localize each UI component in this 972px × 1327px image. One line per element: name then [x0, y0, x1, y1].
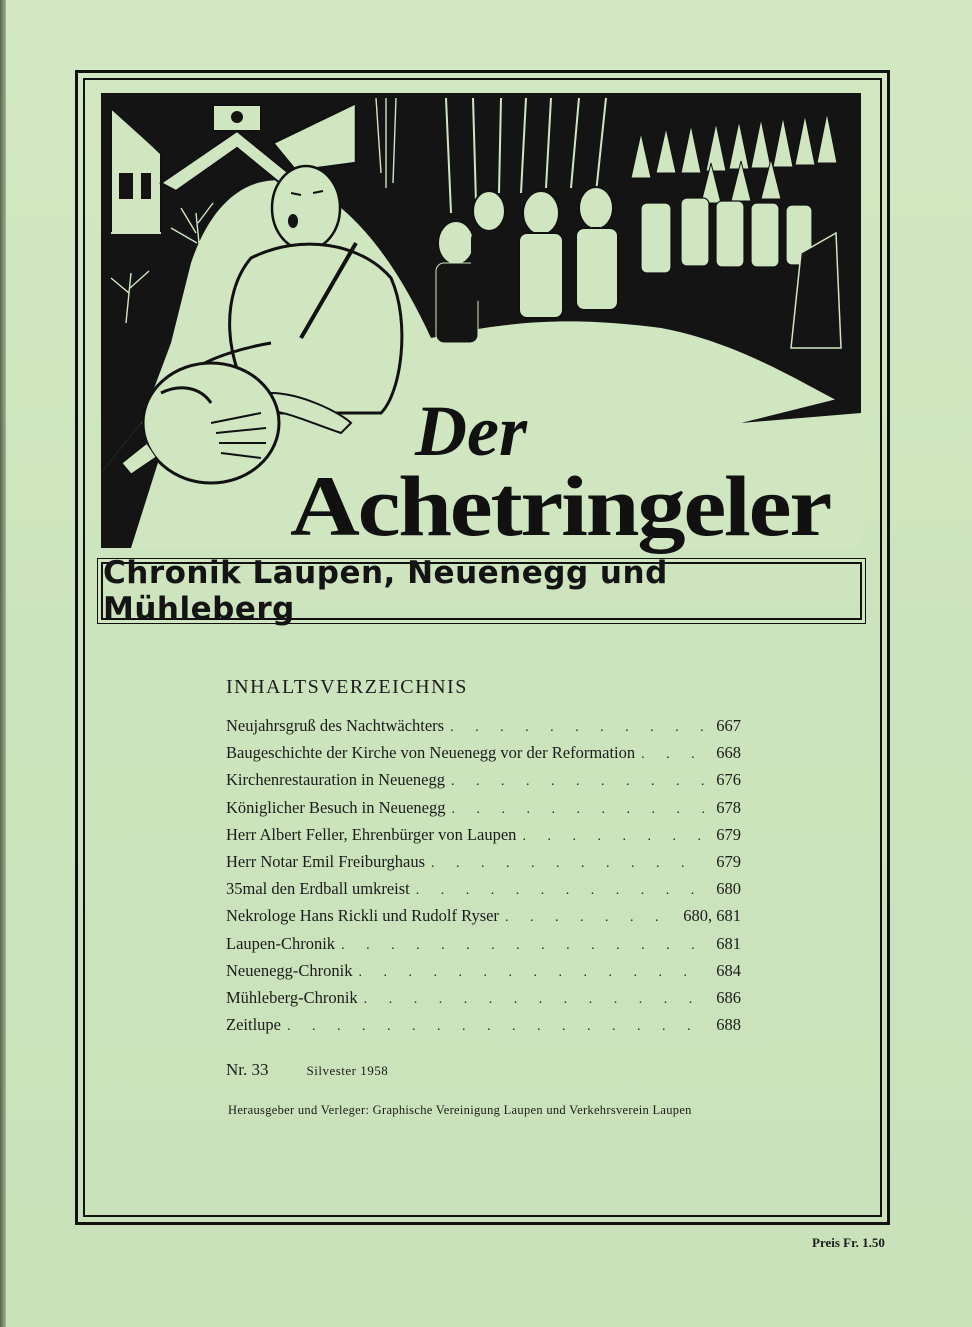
toc-entry: [226, 988, 741, 1015]
toc-leader-dots: [358, 965, 705, 981]
title-line-1: Der: [415, 391, 527, 471]
toc-entry-page: 679: [716, 824, 741, 844]
toc-entry: [226, 716, 741, 743]
toc-leader-dots: [451, 802, 705, 818]
toc-entry-title: Herr Notar Emil Freiburghaus: [226, 851, 426, 871]
toc-entry-page: 678: [716, 797, 741, 817]
toc-entry-title: Herr Albert Feller, Ehrenbürger von Laupen: [226, 824, 517, 844]
table-of-contents: [226, 716, 741, 1042]
toc-entry: [226, 879, 741, 906]
toc-entry: [226, 852, 741, 879]
toc-entry-title: Mühleberg-Chronik: [226, 987, 358, 1007]
toc-leader-dots: [450, 720, 705, 736]
toc-leader-dots: [451, 774, 705, 790]
toc-entry: [226, 743, 741, 770]
toc-entry-title: 35mal den Erdball umkreist: [226, 879, 410, 899]
toc-entry-title: Neujahrsgruß des Nachtwächters: [226, 716, 445, 735]
issue-date: Silvester 1958: [306, 1063, 389, 1078]
publisher-line: Herausgeber und Verleger: Graphische Vereinigung Laupen und Verkehrsverein Laupen: [228, 1103, 692, 1117]
toc-entry: [226, 934, 741, 961]
masthead-title: [290, 385, 850, 565]
toc-entry-title: Zeitlupe: [226, 1015, 281, 1035]
toc-leader-dots: [287, 1019, 705, 1035]
toc-entry-title: Baugeschichte der Kirche von Neuenegg vor der Reformation: [226, 743, 636, 763]
toc-leader-dots: [416, 883, 705, 899]
toc-entry-page: 680, 681: [683, 906, 741, 926]
price: Preis Fr. 1.50: [812, 1235, 885, 1250]
toc-entry-page: 668: [716, 743, 741, 763]
subtitle: Chronik Laupen, Neuenegg und Mühleberg: [103, 555, 668, 627]
toc-entry-page: 679: [716, 851, 741, 871]
toc-leader-dots: [505, 910, 677, 926]
procession-figures: [641, 198, 812, 273]
subtitle-banner: [101, 555, 862, 627]
toc-heading: INHALTSVERZEICHNIS: [226, 676, 468, 698]
toc-entry-page: 680: [716, 879, 741, 899]
toc-entry: [226, 961, 741, 988]
toc-entry: [226, 825, 741, 852]
toc-leader-dots: [364, 992, 705, 1008]
issue-number: Nr. 33: [226, 1060, 269, 1079]
toc-leader-dots: [341, 938, 705, 954]
page-edge: [0, 0, 6, 1327]
toc-entry-page: 676: [716, 770, 741, 790]
toc-entry: [226, 770, 741, 797]
toc-leader-dots: [431, 856, 705, 872]
toc-entry-page: 686: [716, 987, 741, 1007]
toc-entry: [226, 1015, 741, 1042]
toc-entry-page: 684: [716, 960, 741, 980]
toc-entry: [226, 798, 741, 825]
toc-entry-title: Laupen-Chronik: [226, 933, 336, 953]
toc-entry-page: 667: [716, 716, 741, 735]
title-line-2: Achetringeler: [290, 458, 831, 554]
issue-info: [226, 1060, 388, 1080]
toc-entry-title: Nekrologe Hans Rickli und Rudolf Ryser: [226, 906, 499, 926]
toc-entry-title: Neuenegg-Chronik: [226, 960, 353, 980]
toc-entry-title: Kirchenrestauration in Neuenegg: [226, 770, 445, 790]
toc-leader-dots: [522, 829, 705, 845]
toc-entry-page: 681: [716, 933, 741, 953]
toc-entry-title: Königlicher Besuch in Neuenegg: [226, 797, 446, 817]
toc-entry: [226, 906, 741, 933]
toc-leader-dots: [641, 747, 705, 763]
toc-entry-page: 688: [716, 1015, 741, 1035]
